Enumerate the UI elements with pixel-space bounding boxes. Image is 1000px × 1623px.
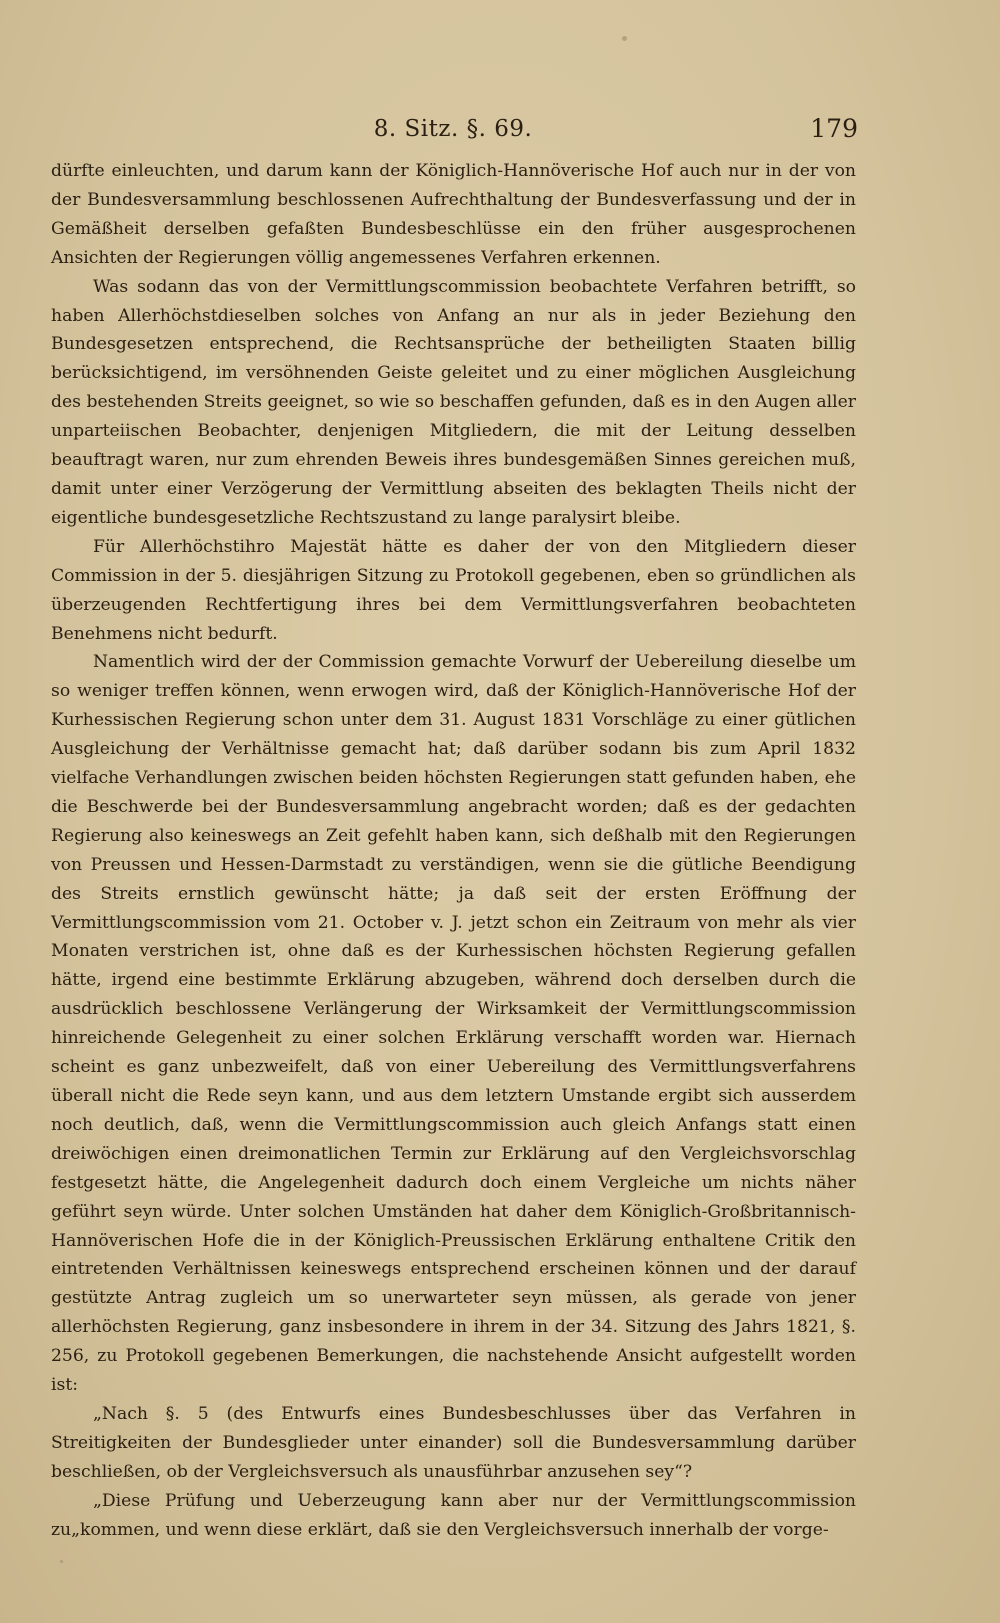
paragraph: Für Allerhöchstihro Majestät hätte es daher der von den Mitgliedern dieser Commission in der 5. diesjährigen Sitzung zu Protokoll gegebenen, eben so gründlichen als überzeugenden Rechtfertigung ihres bei dem Vermittlungsverfahren beobachteten Benehmens nicht bedurft. (51, 536, 856, 644)
page-header (48, 112, 858, 150)
quote-paragraph: „Diese Prüfung und Ueberzeugung kann aber nur der Vermittlungscommission zu„kommen, und wenn diese erklärt, daß sie den Vergleichsversuch innerhalb der vorge- (51, 1490, 856, 1540)
paper-speck (60, 1560, 63, 1563)
page-number: 179 (810, 114, 858, 143)
paragraph: Namentlich wird der der Commission gemachte Vorwurf der Uebereilung dieselbe um so weniger treffen können, wenn erwogen wird, daß der Königlich-Hannöverische Hof der Kurhessischen Regierung schon unter dem 31. August 1831 Vorschläge zu einer gütlichen Ausgleichung der Verhältnisse gemacht hat; daß darüber sodann bis zum April 1832 vielfache Verhandlungen zwischen beiden höchsten Regierungen statt gefunden haben, ehe die Beschwerde bei der Bundesversammlung angebracht worden; daß es der gedachten Regierung also keineswegs an Zeit gefehlt haben kann, sich deßhalb mit den Regierungen von Preussen und Hessen-Darmstadt zu verständigen, wenn sie die gütliche Beendigung des Streits ernstlich gewünscht hätte; ja daß seit der ersten Eröffnung der Vermittlungscommission vom 21. October v. J. jetzt schon ein Zeitraum von mehr als vier Monaten verstrichen ist, ohne daß es der Kurhessischen höchsten Regierung gefallen hätte, irgend eine bestimmte Erklärung abzugeben, während doch derselben durch die ausdrücklich beschlossene Verlängerung der Wirksamkeit der Vermittlungscommission hinreichende Gelegenheit zu einer solchen Erklärung verschafft worden war. Hiernach scheint es ganz unbezweifelt, daß von einer Uebereilung des Vermittlungsverfahrens überall nicht die Rede seyn kann, und aus dem letztern Umstande ergibt sich ausserdem noch deutlich, daß, wenn die Vermittlungscommission auch gleich Anfangs statt einen dreiwöchigen einen dreimonatlichen Termin zur Erklärung auf den Vergleichsvorschlag festgesetzt hätte, die Angelegenheit dadurch doch einem Vergleiche um nichts näher geführt seyn würde. Unter solchen Umständen hat daher dem Königlich-Großbritannisch-Hannöverischen Hofe die in der Königlich-Preussischen Erklärung enthaltene Critik den eintretenden Verhältnissen keineswegs entsprechend erscheinen können und der darauf gestützte Antrag zugleich um so unerwarteter seyn müssen, als gerade von jener allerhöchsten Regierung, ganz insbesondere in ihrem in der 34. Sitzung des Jahrs 1821, §. 256, zu Protokoll gegebenen Bemerkungen, die nachstehende Ansicht aufgestellt worden ist: (51, 652, 856, 1396)
running-head: 8. Sitz. §. 69. (373, 116, 533, 142)
paper-speck (622, 36, 627, 41)
body-text (51, 157, 856, 1545)
paragraph: Was sodann das von der Vermittlungscommission beobachtete Verfahren betrifft, so haben Allerhöchstdieselben solches von Anfang an nur als in jeder Beziehung den Bundesgesetzen entsprechend, die Rechtsansprüche der betheiligten Staaten billig berücksichtigend, im versöhnenden Geiste geleitet und zu einer möglichen Ausgleichung des bestehenden Streits geeignet, so wie so beschaffen gefunden, daß es in den Augen aller unparteiischen Beobachter, denjenigen Mitgliedern, die mit der Leitung desselben beauftragt waren, nur zum ehrenden Beweis ihres bundesgemäßen Sinnes gereichen muß, damit unter einer Verzögerung der Vermittlung abseiten des beklagten Theils nicht der eigentliche bundesgesetzliche Rechtszustand zu lange paralysirt bleibe. (51, 276, 856, 528)
paragraph: dürfte einleuchten, und darum kann der Königlich-Hannöverische Hof auch nur in der von der Bundesversammlung beschlossenen Aufrechthaltung der Bundesverfassung und der in Gemäßheit derselben gefaßten Bundesbeschlüsse ein den früher ausgesprochenen Ansichten der Regierungen völlig angemessenes Verfahren erkennen. (51, 161, 856, 268)
quote-paragraph: „Nach §. 5 (des Entwurfs eines Bundesbeschlusses über das Verfahren in Streitigkeiten der Bundesglieder unter einander) soll die Bundesversammlung darüber beschließen, ob der Vergleichsversuch als unausführbar anzusehen sey“? (51, 1403, 856, 1482)
